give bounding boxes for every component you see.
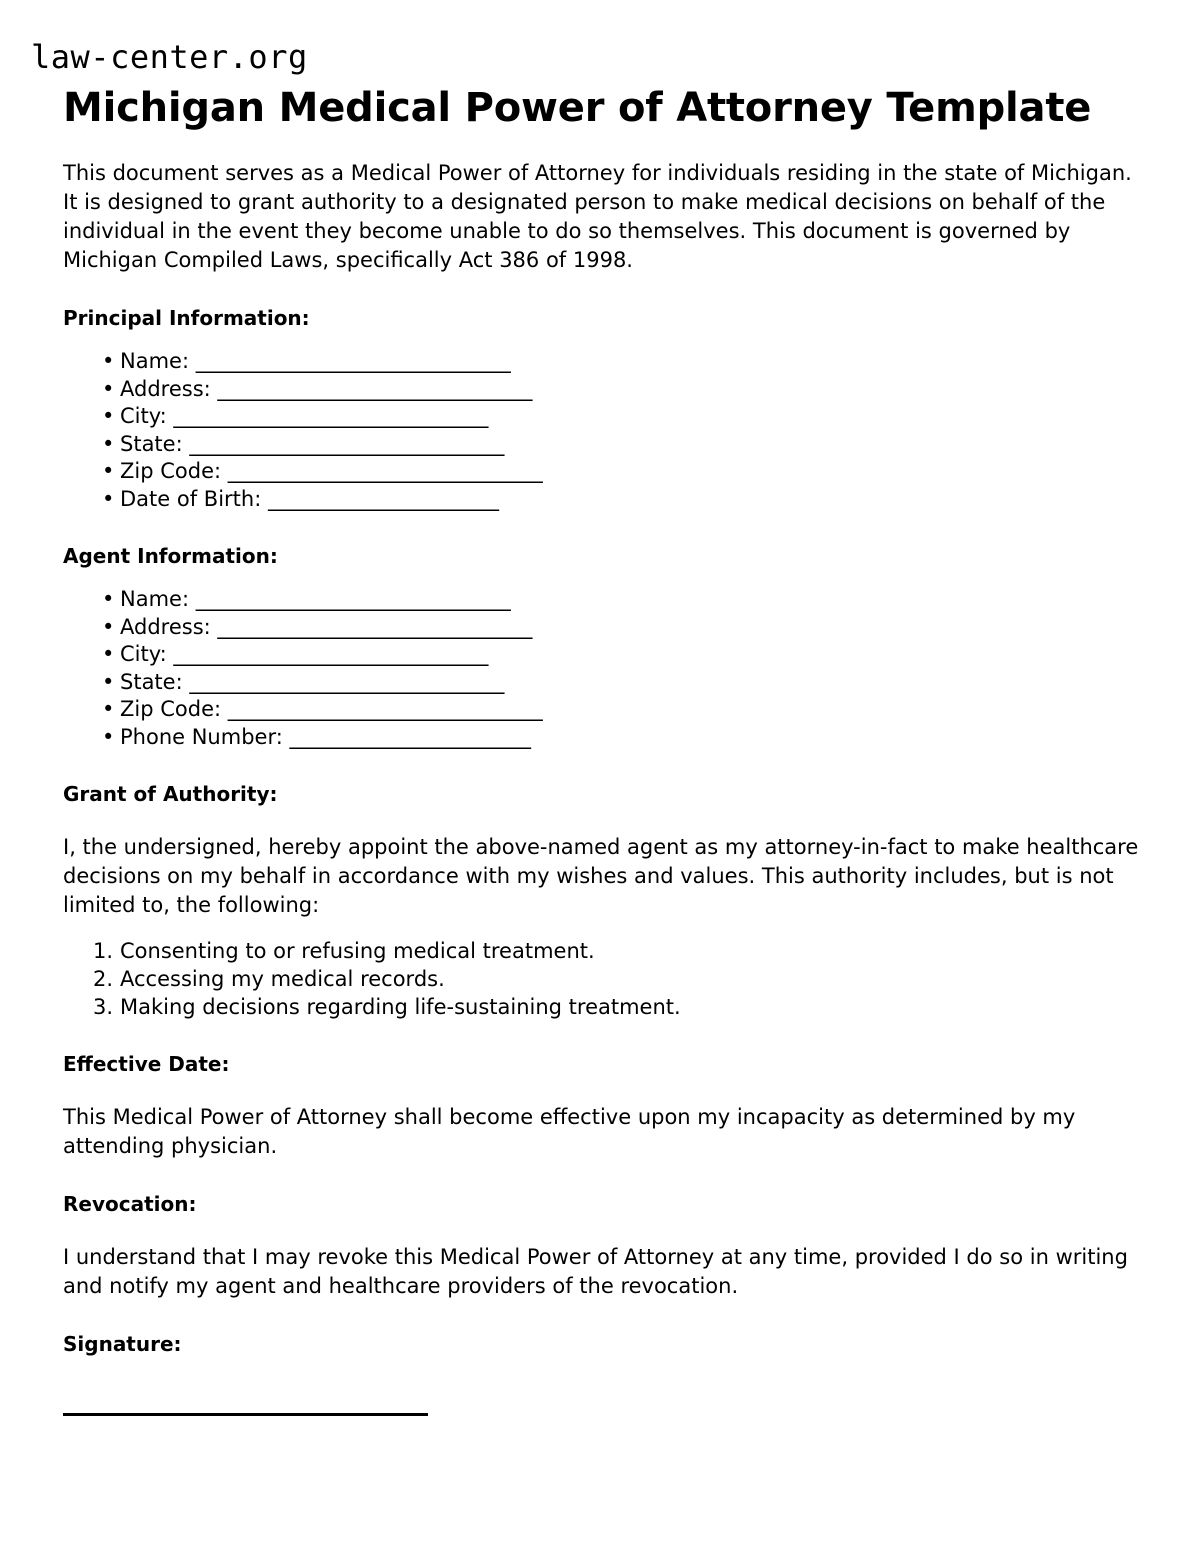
field-fill-line: ______________________________ — [195, 349, 511, 373]
field-label: Zip Code: — [120, 459, 222, 483]
principal-information-fields — [63, 348, 1145, 513]
revocation-paragraph: I understand that I may revoke this Medical Power of Attorney at any time, provided I do so in writing and notify my agent and healthcare providers of the revocation. — [63, 1245, 1128, 1298]
field-principal-state[interactable] — [120, 431, 1145, 459]
field-agent-address[interactable] — [120, 614, 1145, 642]
list-item: Consenting to or refusing medical treatment. — [120, 939, 595, 963]
field-fill-line: ______________________________ — [189, 669, 505, 694]
page-title: Michigan Medical Power of Attorney Template — [63, 85, 1092, 131]
field-agent-zip-code[interactable] — [120, 696, 1145, 724]
agent-information-fields — [63, 586, 1145, 751]
field-label: State: — [120, 669, 183, 694]
field-label: City: — [120, 404, 167, 428]
field-principal-address[interactable] — [120, 376, 1145, 404]
field-label: Address: — [120, 376, 211, 401]
field-fill-line: ______________________________ — [173, 404, 489, 428]
field-principal-city[interactable] — [120, 403, 1145, 431]
field-agent-name[interactable] — [120, 586, 1145, 614]
field-fill-line: _______________________ — [289, 724, 531, 749]
field-agent-city[interactable] — [120, 641, 1145, 669]
site-brand: law-center.org — [31, 38, 308, 76]
grant-of-authority-heading: Grant of Authority: — [63, 782, 278, 806]
effective-date-paragraph: This Medical Power of Attorney shall become effective upon my incapacity as determined by my attending physician. — [63, 1105, 1076, 1158]
list-item: Accessing my medical records. — [120, 967, 445, 991]
field-principal-zip-code[interactable] — [120, 458, 1145, 486]
principal-information-heading: Principal Information: — [63, 306, 310, 330]
field-label: City: — [120, 642, 167, 666]
field-label: Date of Birth: — [120, 486, 262, 511]
agent-information-heading: Agent Information: — [63, 544, 278, 568]
field-fill-line: ______________________________ — [227, 459, 543, 483]
intro-paragraph: This document serves as a Medical Power of Attorney for individuals residing in the state of Michigan. It is designed to grant authority to a designated person to make medical decisions on behalf of the individual in the event they become unable to do so themselves. This document is governed by Michigan Compiled Laws, specifically Act 386 of 1998. — [63, 161, 1132, 272]
field-principal-name[interactable] — [120, 348, 1145, 376]
field-fill-line: ______________________________ — [173, 642, 489, 666]
revocation-heading: Revocation: — [63, 1192, 197, 1216]
field-label: Zip Code: — [120, 697, 222, 721]
bottom-spacer — [0, 1416, 1191, 1486]
field-label: Name: — [120, 349, 190, 373]
field-agent-phone-number[interactable] — [120, 724, 1145, 752]
list-item: Making decisions regarding life-sustaining treatment. — [120, 995, 681, 1019]
field-fill-line: ______________________________ — [195, 587, 511, 611]
field-agent-state[interactable] — [120, 669, 1145, 697]
document-body — [0, 159, 1191, 1357]
field-label: Address: — [120, 614, 211, 639]
field-label: Name: — [120, 587, 190, 611]
field-fill-line: ______________________________ — [189, 431, 505, 456]
field-label: State: — [120, 431, 183, 456]
grant-of-authority-list — [63, 937, 1145, 1021]
field-fill-line: ______________________________ — [217, 614, 533, 639]
field-fill-line: ______________________ — [267, 486, 499, 511]
field-fill-line: ______________________________ — [217, 376, 533, 401]
grant-of-authority-paragraph: I, the undersigned, hereby appoint the above-named agent as my attorney-in-fact to make healthcare decisions on my behalf in accordance with my wishes and values. This authority includes, but is not limited to, the following: — [63, 835, 1139, 917]
field-label: Phone Number: — [120, 724, 283, 749]
field-principal-date-of-birth[interactable] — [120, 486, 1145, 514]
field-fill-line: ______________________________ — [227, 697, 543, 721]
signature-heading: Signature: — [63, 1332, 182, 1356]
effective-date-heading: Effective Date: — [63, 1052, 230, 1076]
